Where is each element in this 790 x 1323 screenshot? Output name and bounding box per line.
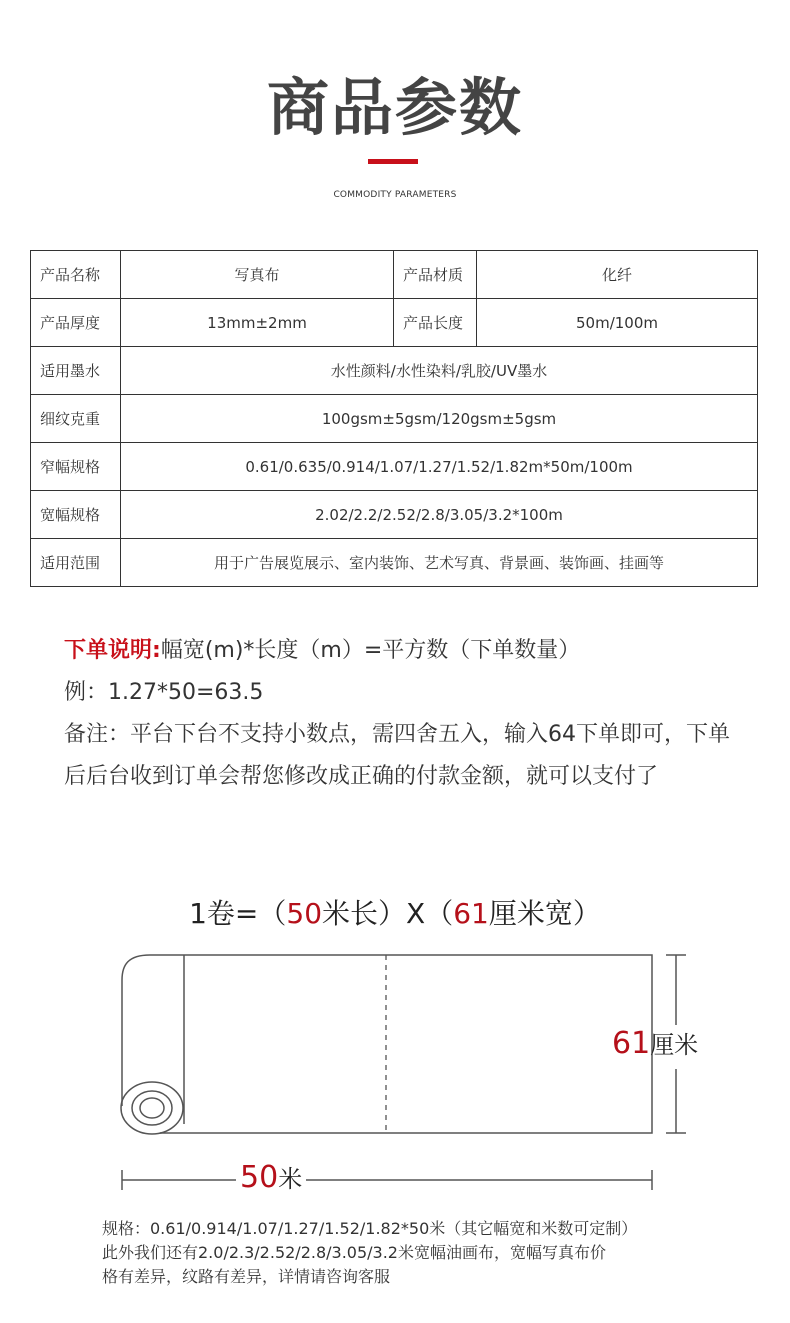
params-table bbox=[30, 250, 758, 587]
table-row bbox=[31, 443, 758, 491]
title-underline bbox=[368, 159, 418, 164]
formula-width-number: 61 bbox=[453, 897, 489, 930]
footnote-line: 此外我们还有2.0/2.3/2.52/2.8/3.05/3.2米宽幅油画布，宽幅写真布价 bbox=[102, 1243, 606, 1262]
roll-end-mid bbox=[132, 1091, 172, 1125]
formula-prefix: 1卷=（ bbox=[189, 897, 287, 930]
param-value: 100gsm±5gsm/120gsm±5gsm bbox=[121, 395, 758, 443]
formula-length-text: 米长）X（ bbox=[322, 897, 454, 930]
order-example: 例：1.27*50=63.5 bbox=[64, 680, 264, 705]
spec-footnote bbox=[102, 1217, 722, 1289]
roll-end-outer bbox=[121, 1082, 183, 1134]
param-value: 2.02/2.2/2.52/2.8/3.05/3.2*100m bbox=[121, 491, 758, 539]
order-heading: 下单说明: bbox=[64, 638, 161, 663]
width-number: 61 bbox=[612, 1026, 651, 1061]
table-row bbox=[31, 299, 758, 347]
page-title: 商品参数 bbox=[266, 71, 523, 144]
page-subtitle: COMMODITY PARAMETERS bbox=[333, 190, 457, 200]
param-label: 产品长度 bbox=[394, 299, 477, 347]
param-value: 0.61/0.635/0.914/1.07/1.27/1.52/1.82m*50m/100m bbox=[121, 443, 758, 491]
param-value: 化纤 bbox=[477, 251, 758, 299]
param-value: 写真布 bbox=[121, 251, 394, 299]
param-label: 适用墨水 bbox=[31, 347, 121, 395]
width-unit: 厘米 bbox=[650, 1031, 699, 1059]
roll-end-inner bbox=[140, 1098, 164, 1118]
param-label: 产品名称 bbox=[31, 251, 121, 299]
roll-formula bbox=[0, 890, 790, 938]
param-label: 细纹克重 bbox=[31, 395, 121, 443]
order-formula-line bbox=[64, 630, 744, 672]
param-value: 13mm±2mm bbox=[121, 299, 394, 347]
fabric-sheet bbox=[150, 955, 652, 1133]
table-row bbox=[31, 491, 758, 539]
length-unit: 米 bbox=[278, 1165, 303, 1193]
param-value: 用于广告展览展示、室内装饰、艺术写真、背景画、装饰画、挂画等 bbox=[121, 539, 758, 587]
order-instructions bbox=[64, 630, 744, 798]
formula-length-number: 50 bbox=[286, 897, 323, 930]
table-row bbox=[31, 347, 758, 395]
param-value: 水性颜料/水性染料/乳胶/UV墨水 bbox=[121, 347, 758, 395]
length-label bbox=[236, 1158, 306, 1199]
param-label: 适用范围 bbox=[31, 539, 121, 587]
order-formula: 幅宽(m)*长度（m）=平方数（下单数量） bbox=[160, 638, 581, 663]
table-row bbox=[31, 539, 758, 587]
table-row bbox=[31, 251, 758, 299]
width-label bbox=[612, 1024, 698, 1065]
formula-width-text: 厘米宽） bbox=[488, 897, 601, 930]
footnote-line: 格有差异，纹路有差异，详情请咨询客服 bbox=[102, 1267, 391, 1286]
param-label: 窄幅规格 bbox=[31, 443, 121, 491]
footnote-line: 规格：0.61/0.914/1.07/1.27/1.52/1.82*50米（其它幅宽和米数可定制） bbox=[102, 1219, 638, 1238]
roll-diagram bbox=[0, 940, 790, 1200]
roll-left-edge bbox=[122, 955, 150, 1106]
param-label: 宽幅规格 bbox=[31, 491, 121, 539]
param-label: 产品厚度 bbox=[31, 299, 121, 347]
order-note: 备注：平台下台不支持小数点，需四舍五入，输入64下单即可，下单后后台收到订单会帮您修改成正确的付款金额，就可以支付了 bbox=[64, 722, 730, 789]
param-label: 产品材质 bbox=[394, 251, 477, 299]
table-row bbox=[31, 395, 758, 443]
param-value: 50m/100m bbox=[477, 299, 758, 347]
length-number: 50 bbox=[240, 1160, 279, 1195]
